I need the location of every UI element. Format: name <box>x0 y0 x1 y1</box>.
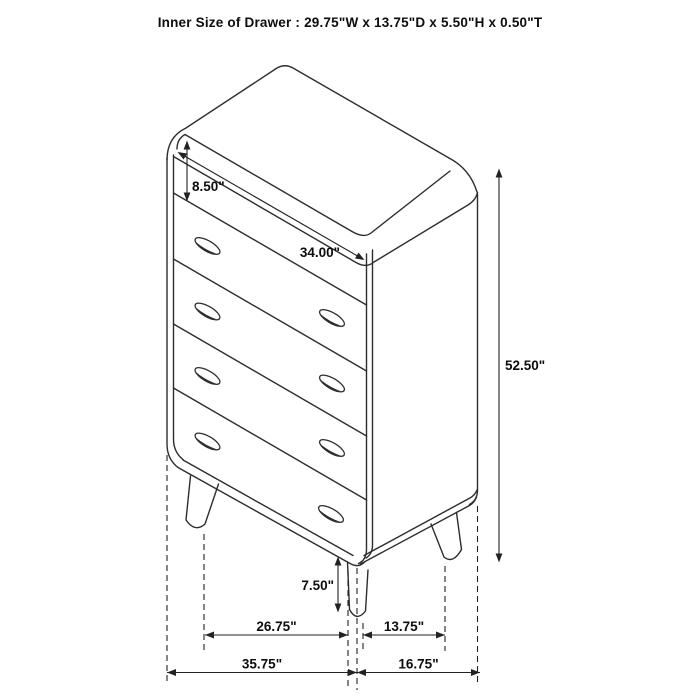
arrow-right-icon <box>339 632 348 639</box>
dim-overall-width <box>167 657 357 677</box>
arrow-down-icon <box>335 604 342 613</box>
chest-left-edge-outer <box>167 158 178 468</box>
arrow-right-icon <box>471 669 480 676</box>
dim-top-drawer-height <box>184 141 225 202</box>
chest-drawing <box>167 66 478 617</box>
front-left-leg-fill <box>186 474 219 528</box>
dim-label-overall-height: 52.50" <box>505 358 546 373</box>
arrow-left-icon <box>167 669 176 676</box>
dim-label-overall-width: 35.75" <box>241 656 283 672</box>
drawer-handle <box>193 300 222 323</box>
drawer-handle <box>317 372 346 395</box>
dim-label-side-leg-spacing: 13.75" <box>383 619 425 634</box>
chest-right-edge <box>470 194 478 505</box>
arrow-right-icon <box>348 669 357 676</box>
dim-label-top-drawer-height: 8.50" <box>192 179 225 194</box>
arrow-left-icon <box>363 632 372 639</box>
arrow-down-icon <box>496 554 503 563</box>
arrow-left-icon <box>205 632 214 639</box>
dim-label-front-leg-spacing: 26.75" <box>256 619 297 634</box>
dim-overall-depth <box>357 657 480 677</box>
drawer-handle <box>193 234 222 257</box>
dim-label-leg-height: 7.50" <box>301 578 334 593</box>
drawer-handle <box>317 436 346 459</box>
dim-front-leg-spacing <box>205 619 348 639</box>
arrow-left-icon <box>357 669 366 676</box>
arrow-up-icon <box>496 169 503 178</box>
front-center-leg-fill <box>348 560 369 616</box>
arrow-up-left-icon <box>178 152 188 160</box>
dim-label-top-front-width: 34.00" <box>299 245 340 260</box>
drawer-handle <box>193 364 222 387</box>
drawer-divider-3 <box>174 324 367 436</box>
dim-overall-height <box>496 169 546 563</box>
arrow-up-icon <box>184 141 191 150</box>
diagram-title: Inner Size of Drawer : 29.75"W x 13.75"D x 5.50"H x 0.50"T <box>157 15 543 30</box>
drawer-handle <box>193 430 222 453</box>
dim-label-overall-depth: 16.75" <box>398 656 439 672</box>
drawer-handle <box>317 306 346 329</box>
drawer-handle <box>316 502 345 525</box>
chest-left-edge-inner <box>174 155 184 460</box>
arrow-right-icon <box>436 632 445 639</box>
dim-side-leg-spacing <box>363 619 445 639</box>
dim-leg-height <box>301 557 341 613</box>
arrow-down-right-icon <box>355 253 365 261</box>
